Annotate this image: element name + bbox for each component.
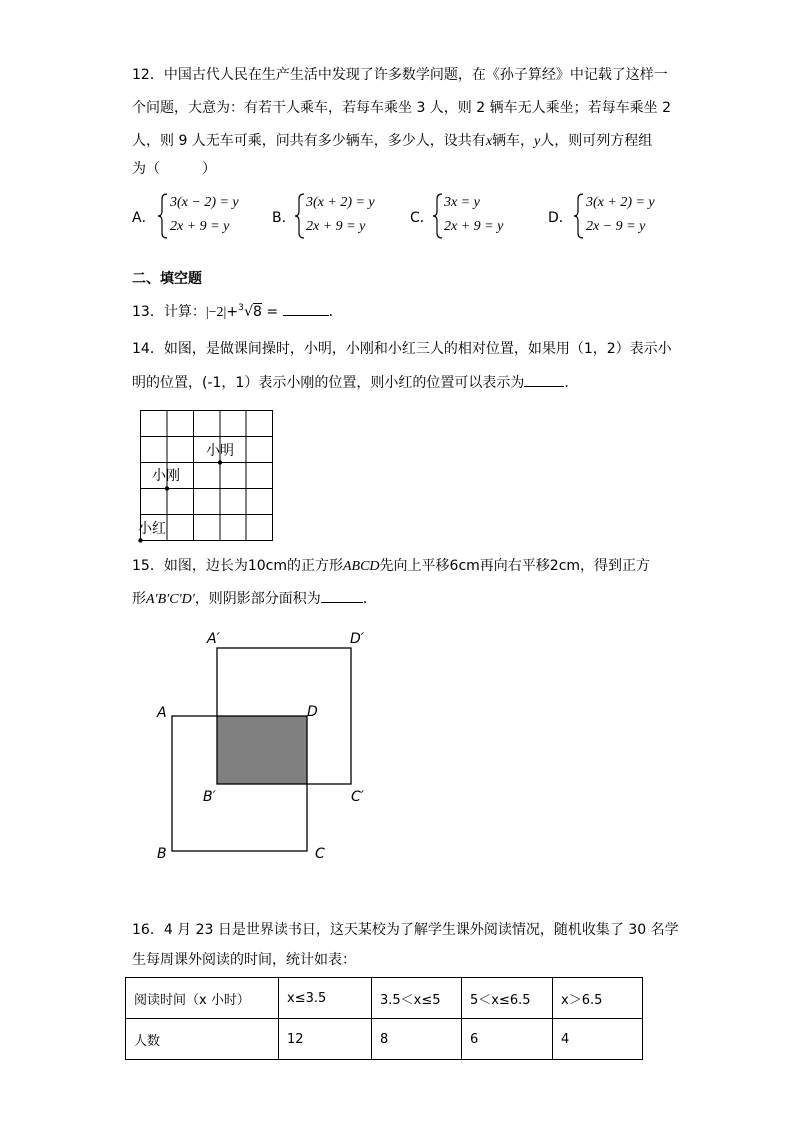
equation-2: 2x + 9 = y [306, 219, 366, 234]
label-a-prime: A′ [207, 631, 220, 647]
q15-text-i: ，则阴影部分面积为 [194, 591, 321, 607]
label-b: B [157, 846, 167, 862]
xiaogang-point [165, 486, 169, 490]
q14-line-2 [132, 372, 578, 393]
table-cell: 12 [279, 1019, 372, 1060]
q15-end: ． [362, 591, 377, 607]
q12-var-y: y [534, 134, 541, 149]
table-cell: 4 [553, 1019, 643, 1060]
equation-1: 3x = y [444, 195, 480, 210]
q13-end: ． [328, 304, 343, 320]
table-cell: 8 [372, 1019, 462, 1060]
table-cell: x＞6.5 [553, 978, 643, 1019]
q14-end: ． [564, 375, 579, 391]
q13-abs-value: |−2| [205, 305, 227, 320]
q15-text-e: 再向右平移 [479, 558, 550, 574]
q15-square-abcd: ABCD [342, 559, 380, 574]
xiaoming-point [218, 460, 222, 464]
position-grid-figure [136, 406, 278, 546]
q16-line-2: 生每周课外阅读的时间，统计如表： [132, 952, 356, 968]
equation-2: 2x + 9 = y [170, 219, 230, 234]
q15-square-prime: A′B′C′D′ [146, 592, 195, 607]
table-cell: 人数 [126, 1019, 279, 1060]
q12-line-2: 个问题，大意为：有若干人乘车，若每车乘坐 3 人，则 2 辆车无人乘坐；若每车乘坐 2 [132, 100, 671, 116]
q12-line-3-text-c: 人，则可列方程组 [540, 133, 653, 149]
table-cell: x≤3.5 [279, 978, 372, 1019]
table-cell: 5＜x≤6.5 [462, 978, 553, 1019]
option-label: A． [132, 210, 156, 226]
brace-icon [158, 193, 168, 239]
brace-icon [574, 193, 584, 239]
equation-1: 3(x + 2) = y [306, 195, 375, 210]
xiaogang-label: 小刚 [152, 468, 180, 484]
table-header-row [126, 978, 643, 1019]
q14-line-2-text: 明的位置，(-1，1）表示小刚的位置，则小红的位置可以表示为 [132, 375, 525, 391]
shaded-region [217, 716, 307, 784]
option-label: B． [272, 210, 296, 226]
label-c-prime: C′ [351, 789, 364, 805]
radical-icon: √ [244, 304, 253, 320]
brace-icon [295, 193, 305, 239]
section-title: 二、填空题 [132, 271, 202, 287]
q13-radicand: 8 [253, 304, 262, 320]
equation-1: 3(x − 2) = y [170, 195, 239, 210]
q15-line-1 [132, 556, 650, 577]
equation-1: 3(x + 2) = y [586, 195, 655, 210]
label-c: C [315, 846, 325, 862]
label-b-prime: B′ [203, 789, 216, 805]
q12-line-1: 12．中国古代人民在生产生活中发现了许多数学问题，在《孙子算经》中记载了这样一 [132, 67, 668, 83]
xiaohong-point [138, 538, 142, 542]
q15-up-distance: 6cm [449, 558, 480, 574]
table-row [126, 1019, 643, 1060]
q13-prefix: 13．计算： [132, 304, 206, 320]
translated-squares-figure [150, 626, 390, 866]
q13-plus: + [226, 304, 239, 320]
q16-line-1: 16．4 月 23 日是世界读书日，这天某校为了解学生课外阅读情况，随机收集了 30 名学 [132, 922, 679, 938]
xiaoming-label: 小明 [206, 443, 234, 459]
label-d-prime: D′ [350, 631, 364, 647]
q12-line-4: 为（ ） [132, 161, 216, 177]
q13-root-index: 3 [238, 303, 244, 313]
q13-equals: = [266, 304, 279, 320]
q13-answer-blank[interactable] [283, 301, 329, 316]
q15-side-length: 10cm [247, 558, 287, 574]
equation-2: 2x − 9 = y [586, 219, 646, 234]
xiaohong-label: 小红 [138, 521, 166, 537]
option-label: C． [410, 210, 434, 226]
q14-line-1: 14．如图，是做课间操时，小明，小刚和小红三人的相对位置，如果用（1，2）表示小 [132, 341, 672, 357]
q12-var-x: x [485, 134, 493, 149]
equation-2: 2x + 9 = y [444, 219, 504, 234]
q15-right-distance: 2cm [549, 558, 581, 574]
q12-line-3 [132, 131, 652, 152]
q13-line [132, 301, 343, 323]
q14-answer-blank[interactable] [524, 372, 564, 387]
table-cell: 3.5＜x≤5 [372, 978, 462, 1019]
q12-line-3-text-a: 人，则 9 人无车可乘，问共有多少辆车，多少人，设共有 [132, 133, 486, 149]
q15-text-g: ，得到正方 [580, 558, 651, 574]
q12-line-3-text-b: 辆车， [492, 133, 535, 149]
label-a: A [157, 705, 167, 721]
q15-text-h: 形 [132, 591, 146, 607]
q15-line-2 [132, 588, 377, 610]
q15-text-c: 先向上平移 [379, 558, 450, 574]
table-cell: 阅读时间（x 小时） [126, 978, 279, 1019]
table-cell: 6 [462, 1019, 553, 1060]
q15-text-b: 的正方形 [286, 558, 343, 574]
q15-text-a: 15．如图，边长为 [132, 558, 248, 574]
brace-icon [433, 193, 443, 239]
q15-answer-blank[interactable] [321, 588, 363, 603]
option-label: D． [548, 210, 573, 226]
reading-time-table [125, 977, 643, 1060]
label-d: D [307, 704, 318, 720]
